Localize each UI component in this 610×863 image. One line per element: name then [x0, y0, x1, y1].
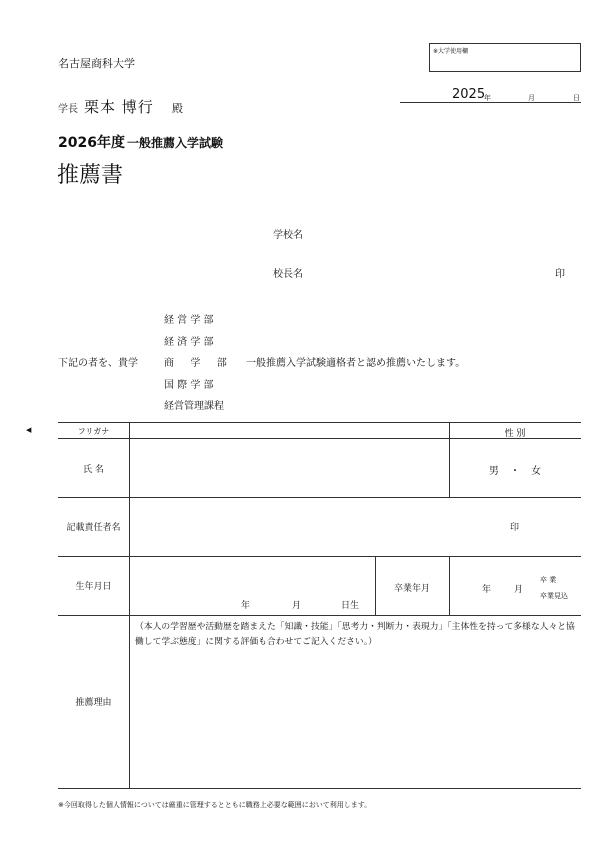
- birth-month-unit: 月: [292, 601, 302, 611]
- birthdate-input[interactable]: [130, 557, 374, 615]
- date-day-unit: 日: [573, 94, 580, 102]
- president-title: 学長: [58, 104, 78, 115]
- birthdate-label: 生年月日: [75, 582, 112, 592]
- university-name: 名古屋商科大学: [58, 57, 135, 70]
- president-name: 栗本 博行: [84, 98, 154, 116]
- graduation-label: 卒業年月: [393, 584, 430, 594]
- statement-prefix: 下記の者を、貴学: [58, 358, 138, 369]
- date-year: 2025: [452, 87, 486, 102]
- table-rule-birth: [58, 615, 581, 616]
- grad-year-unit: 年: [482, 585, 492, 595]
- exam-name: 一般推薦入学試験: [127, 136, 224, 150]
- grad-status-graduated[interactable]: 卒 業: [540, 576, 557, 584]
- faculty-management-course: 経営管理課程: [164, 401, 224, 412]
- principal-name-label: 校長名: [273, 269, 303, 280]
- grad-month-unit: 月: [514, 585, 524, 595]
- office-use-box: [429, 43, 581, 72]
- school-name-label: 学校名: [273, 230, 303, 241]
- birth-day-unit: 日生: [341, 601, 360, 611]
- name-label: 氏 名: [83, 465, 104, 475]
- reason-input[interactable]: [130, 652, 580, 787]
- gender-label: 性 別: [504, 429, 526, 439]
- furigana-label: フリガナ: [77, 427, 110, 436]
- document-title: 推薦書: [57, 163, 124, 188]
- faculty-economics: 経 済 学 部: [164, 337, 214, 348]
- responsible-person-label: 記載責任者名: [66, 523, 121, 533]
- faculty-business-admin: 経 営 学 部: [164, 315, 214, 326]
- privacy-footnote: ※今回取得した個人情報については厳重に管理するとともに職務上必要な範囲において利用します。: [58, 801, 372, 809]
- statement-suffix: 一般推薦入学試験適格者と認め推薦いたします。: [246, 358, 466, 369]
- responsible-seal: 印: [510, 523, 520, 533]
- principal-seal: 印: [555, 269, 565, 280]
- faculty-international: 国 際 学 部: [164, 380, 214, 391]
- honorific: 殿: [172, 102, 183, 115]
- date-month-unit: 月: [528, 94, 535, 102]
- margin-marker-icon: ◀: [26, 426, 32, 434]
- grad-status-expected[interactable]: 卒業見込: [540, 592, 568, 600]
- reason-label: 推薦理由: [75, 698, 112, 708]
- reason-instructions: （本人の学習歴や活動歴を踏まえた「知識・技能」「思考力・判断力・表現力」「主体性を持って多様な人々と協働して学ぶ態度」に関する評価も合わせてご記入ください。）: [135, 622, 575, 647]
- furigana-name-input[interactable]: [130, 439, 448, 496]
- faculty-commerce: 商 学 部: [164, 358, 227, 369]
- exam-year: 2026年度: [58, 135, 125, 151]
- office-use-label: ※大学使用欄: [433, 48, 469, 55]
- gender-options[interactable]: 男 ・ 女: [488, 466, 542, 477]
- table-border-bottom: [58, 788, 581, 789]
- date-underline: [400, 102, 581, 103]
- date-year-unit: 年: [484, 94, 491, 102]
- table-border-top: [58, 422, 581, 423]
- birth-year-unit: 年: [241, 601, 251, 611]
